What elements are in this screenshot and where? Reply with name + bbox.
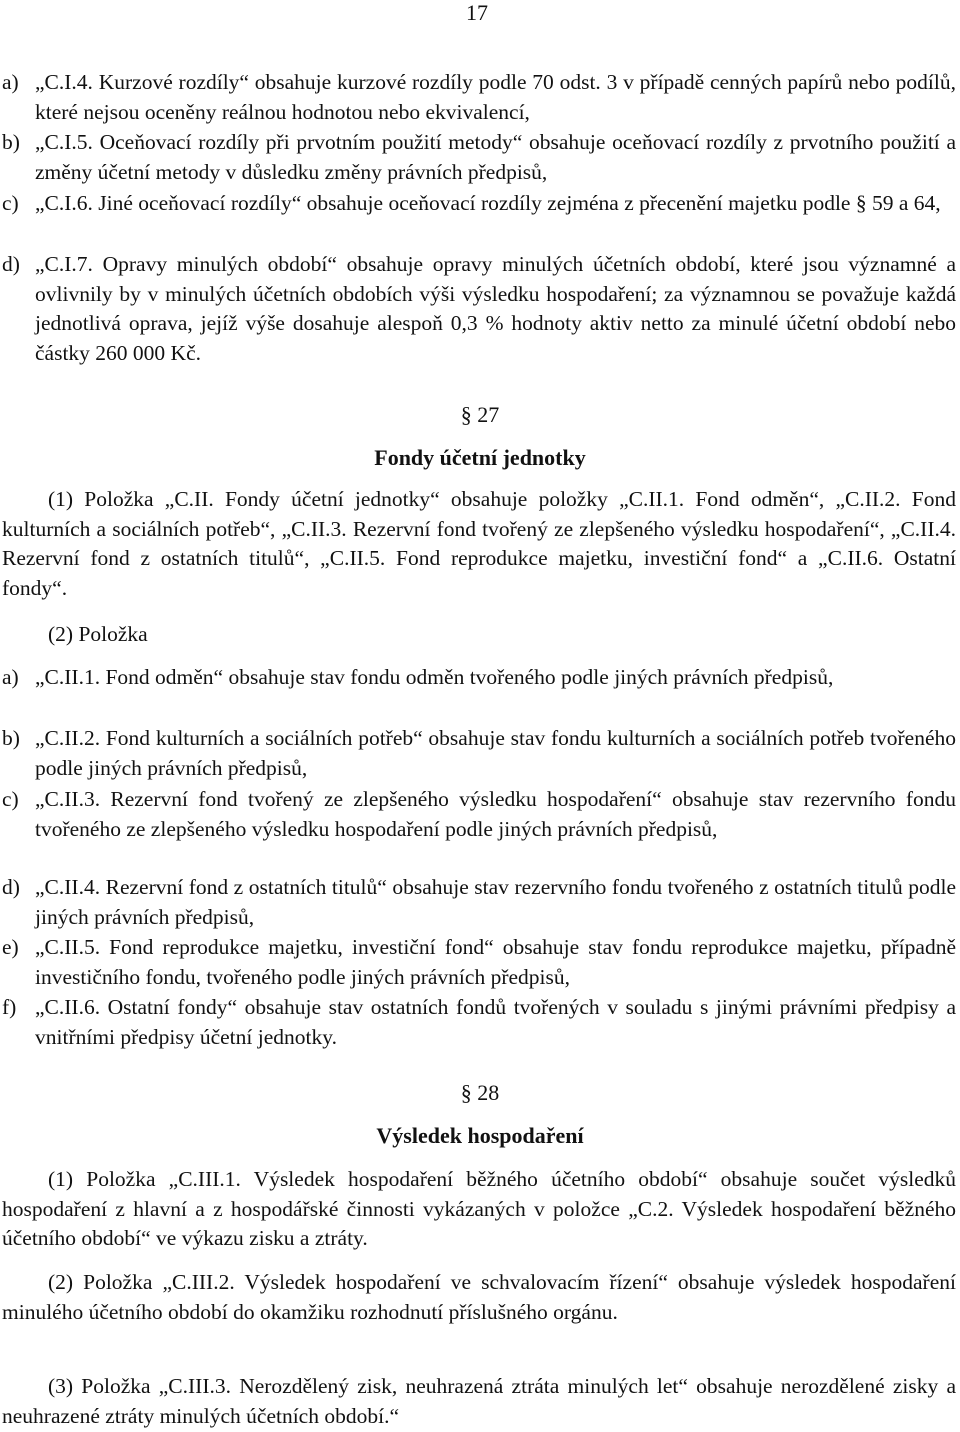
list-text: „C.II.1. Fond odměn“ obsahuje stav fondu odměn tvořeného podle jiných právních předpisů, xyxy=(35,665,834,689)
list-item xyxy=(2,873,956,932)
page-number: 17 xyxy=(466,0,488,25)
list-label: b) xyxy=(2,726,20,750)
section-title: Fondy účetní jednotky xyxy=(374,445,586,470)
list-text: „C.II.4. Rezervní fond z ostatních titulů“ obsahuje stav rezervního fondu tvořeného z ostatních titulů podle jiných právních předpisů, xyxy=(35,875,956,929)
list-item xyxy=(2,189,956,219)
list-item xyxy=(2,68,956,127)
list-item xyxy=(2,933,956,992)
list-text: „C.II.6. Ostatní fondy“ obsahuje stav ostatních fondů tvořených v souladu s jinými právními předpisy a vnitřními předpisy účetní jednotky. xyxy=(35,995,956,1049)
list-text: „C.I.5. Oceňovací rozdíly při prvotním použití metody“ obsahuje oceňovací rozdíly z prvotního použití a změny účetní metody v důsledku změny právních předpisů, xyxy=(35,130,956,184)
paragraph: (1) Položka „C.III.1. Výsledek hospodaření běžného účetního období“ obsahuje součet výsledků hospodaření z hlavní a z hospodářské činnosti vykázaných v položce „C.2. Výsledek hospodaření běžného účetního období“ ve výkazu zisku a ztráty. xyxy=(2,1167,956,1250)
list-label: f) xyxy=(2,995,17,1019)
list-label: d) xyxy=(2,875,20,899)
list-label: e) xyxy=(2,935,19,959)
list-text: „C.I.6. Jiné oceňovací rozdíly“ obsahuje oceňovací rozdíly zejména z přecenění majetku podle § 59 a 64, xyxy=(35,191,941,215)
list-text: „C.II.3. Rezervní fond tvořený ze zlepšeného výsledku hospodaření“ obsahuje stav rezervního fondu tvořeného ze zlepšeného výsledku hospodaření podle jiných právních předpisů, xyxy=(35,787,956,841)
list-item xyxy=(2,250,956,368)
list-text: „C.I.7. Opravy minulých období“ obsahuje opravy minulých účetních období, které jsou významné a ovlivnily by v minulých účetních obdobích výši výsledku hospodaření; za významnou se považuje každá jednotlivá oprava, jejíž výše dosahuje alespoň 0,3 % hodnoty aktiv netto za minulé účetní období nebo částky 260 000 Kč. xyxy=(35,252,956,365)
list-label: c) xyxy=(2,787,19,811)
list-label: d) xyxy=(2,252,20,276)
list-item xyxy=(2,724,956,783)
section-title: Výsledek hospodaření xyxy=(376,1123,584,1148)
list-item xyxy=(2,993,956,1052)
list-item xyxy=(2,663,956,693)
list-label: a) xyxy=(2,665,19,689)
list-label: a) xyxy=(2,70,19,94)
list-label: c) xyxy=(2,191,19,215)
paragraph: (3) Položka „C.III.3. Nerozdělený zisk, neuhrazená ztráta minulých let“ obsahuje nerozdělené zisky a neuhrazené ztráty minulých účetních období.“ xyxy=(2,1374,956,1428)
paragraph: (1) Položka „C.II. Fondy účetní jednotky“ obsahuje položky „C.II.1. Fond odměn“, „C.II.2. Fond kulturních a sociálních potřeb“, „C.II.3. Rezervní fond tvořený ze zlepšeného výsledku hospodaření“, „C.II.4. Rezervní fond z ostatních titulů“, „C.II.5. Fond reprodukce majetku, investiční fond“ a „C.II.6. Ostatní fondy“. xyxy=(2,487,956,600)
section-number: § 27 xyxy=(460,402,500,427)
paragraph-label: (2) Položka xyxy=(48,622,148,646)
list-text: „C.I.4. Kurzové rozdíly“ obsahuje kurzové rozdíly podle 70 odst. 3 v případě cenných papírů nebo podílů, které nejsou oceněny reálnou hodnotou nebo ekvivalencí, xyxy=(35,70,956,124)
section-number: § 28 xyxy=(460,1080,500,1105)
list-text: „C.II.5. Fond reprodukce majetku, investiční fond“ obsahuje stav fondu reprodukce majetku, případně investičního fondu, tvořeného podle jiných právních předpisů, xyxy=(35,935,956,989)
list-label: b) xyxy=(2,130,20,154)
paragraph: (2) Položka „C.III.2. Výsledek hospodaření ve schvalovacím řízení“ obsahuje výsledek hospodaření minulého účetního období do okamžiku rozhodnutí příslušného orgánu. xyxy=(2,1270,956,1324)
list-text: „C.II.2. Fond kulturních a sociálních potřeb“ obsahuje stav fondu kulturních a sociálních potřeb tvořeného podle jiných právních předpisů, xyxy=(35,726,956,780)
list-item xyxy=(2,785,956,844)
list-item xyxy=(2,128,956,187)
